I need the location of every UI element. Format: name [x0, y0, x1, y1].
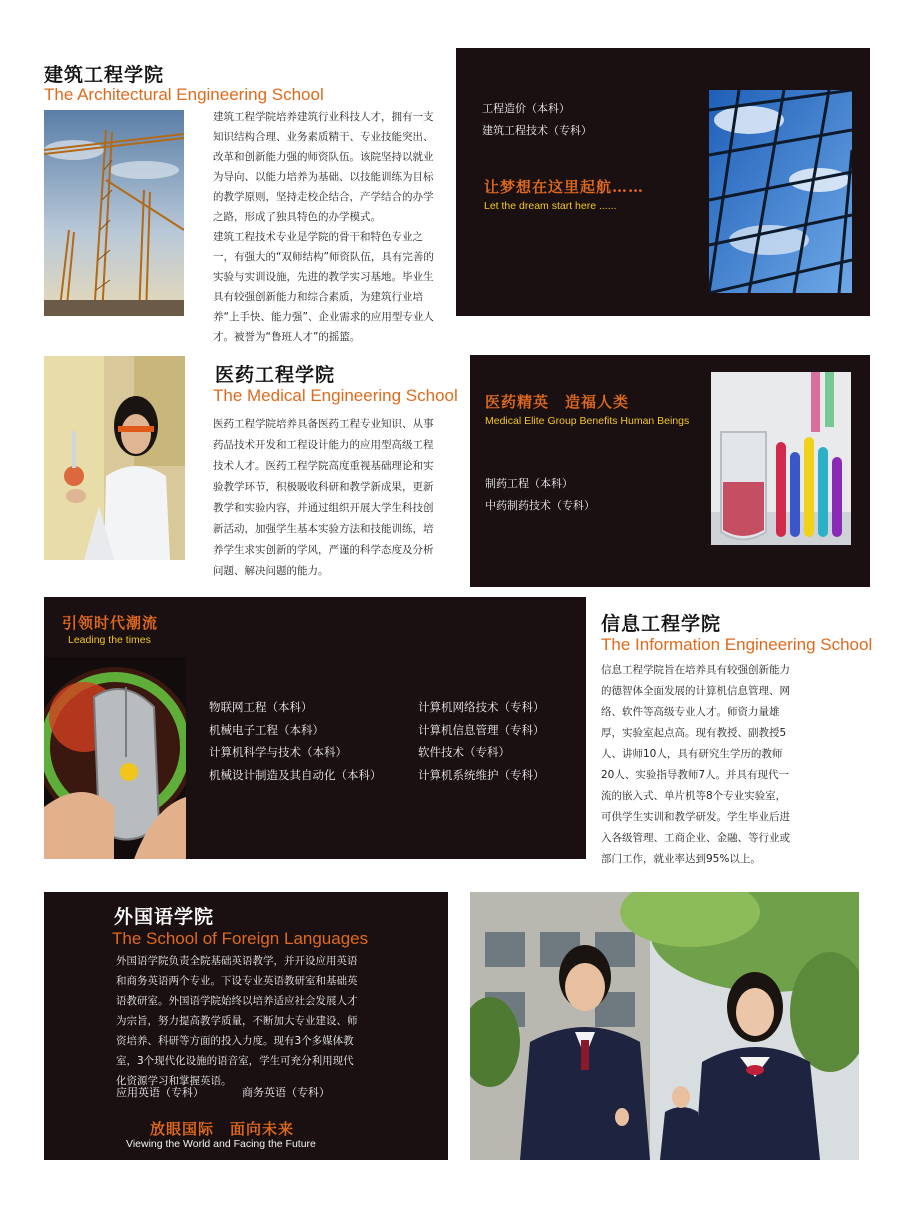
information-slogan-en: Leading the times — [68, 634, 151, 646]
information-slogan-zh: 引领时代潮流 — [62, 614, 159, 632]
foreign-slogan-zh: 放眼国际 面向未来 — [150, 1120, 295, 1138]
major-item: 软件技术（专科） — [418, 745, 510, 759]
medical-majors — [485, 473, 595, 517]
architecture-panel — [456, 48, 870, 316]
major-item: 机械电子工程（本科） — [209, 722, 324, 737]
foreign-slogan-en: Viewing the World and Facing the Future — [126, 1138, 316, 1150]
architecture-description — [213, 107, 438, 347]
medical-slogan-en: Medical Elite Group Benefits Human Beings — [485, 415, 690, 427]
test-tubes-photo — [711, 372, 851, 545]
major-item: 物联网工程（本科） — [209, 700, 313, 714]
major-item: 商务英语（专科） — [242, 1086, 330, 1099]
medical-slogan-zh: 医药精英 造福人类 — [485, 393, 630, 411]
information-majors-right — [418, 696, 545, 786]
foreign-title-en: The School of Foreign Languages — [112, 929, 369, 948]
architecture-title-zh: 建筑工程学院 — [44, 64, 165, 86]
medical-description: 医药工程学院培养具备医药工程专业知识、从事药品技术开发和工程设计能力的应用型高级工程技术人才。医药工程学院高度重视基础理论和实验教学环节，积极吸收科研和教学新成果，更新教学和实验内容，并通过组织开展大学生科技创新活动，加强学生基本实验方法和技能训练，培养学生求实创新的学风，严谨的科学态度及分析问题、解决问题的能力。 — [213, 418, 434, 577]
lab-scientist-photo — [44, 356, 185, 560]
architecture-paragraph-1: 建筑工程学院培养建筑行业科技人才，拥有一支知识结构合理、业务素质精干、专业技能突出、改革和创新能力强的师资队伍。该院坚持以就业为导向、以能力培养为基础、以技能训练为目标的教学原则，坚持走校企结合，产学结合的办学之路，形成了独具特色的办学模式。 — [213, 111, 434, 223]
foreign-title-zh: 外国语学院 — [114, 906, 215, 928]
foreign-description: 外国语学院负责全院基础英语教学，并开设应用英语和商务英语两个专业。下设专业英语教研室和基础英语教研室。外国语学院始终以培养适应社会发展人才为宗旨，努力提高教学质量，不断加大专业建设、师资培养、科研等方面的投入力度。现有3个多媒体教室，3个现代化设施的语音室，学生可充分利用现代化资源学习和掌握英语。 — [116, 955, 358, 1087]
architecture-title-en: The Architectural Engineering School — [44, 85, 324, 104]
major-item: 计算机网络技术（专科） — [418, 700, 545, 714]
major-item: 计算机信息管理（专科） — [418, 722, 545, 737]
medical-panel — [470, 355, 870, 587]
information-title-zh: 信息工程学院 — [601, 613, 722, 635]
information-majors-left — [209, 696, 382, 786]
construction-cranes-photo — [44, 110, 184, 316]
information-title-en: The Information Engineering School — [601, 635, 873, 654]
computer-mouse-photo — [44, 657, 186, 859]
architecture-majors — [482, 98, 592, 142]
information-description: 信息工程学院旨在培养具有较强创新能力的德智体全面发展的计算机信息管理、网络、软件等高级专业人才。师资力量雄厚，实验室起点高。现有教授、副教授5人、讲师10人，具有研究生学历的教师20人、实验指导教师7人。并具有现代一流的嵌入式、单片机等8个专业实验室，可供学生实训和教学研发。学生毕业后进入各级管理、工商企业、金融、等行业或部门工作，就业率达到95%以上。 — [601, 664, 790, 865]
foreign-panel — [44, 892, 448, 1160]
major-item: 计算机科学与技术（本科） — [209, 745, 347, 759]
major-item: 建筑工程技术（专科） — [482, 124, 592, 137]
architecture-slogan-zh: 让梦想在这里起航…… — [484, 178, 645, 196]
architecture-slogan-en: Let the dream start here ...... — [484, 200, 617, 212]
major-item: 中药制药技术（专科） — [485, 499, 595, 512]
information-panel — [44, 597, 586, 859]
medical-title-zh: 医药工程学院 — [215, 364, 336, 386]
medical-title-en: The Medical Engineering School — [213, 386, 458, 405]
architecture-paragraph-2: 建筑工程技术专业是学院的骨干和特色专业之一，有强大的“双师结构”师资队伍，具有完善的实验与实训设施，先进的教学实习基地。毕业生具有较强创新能力和综合素质，为建筑行业培养“上手快、能力强”、企业需求的应用型专业人才。被誉为“鲁班人才”的摇篮。 — [213, 231, 434, 343]
major-item: 工程造价（本科） — [482, 102, 570, 115]
major-item: 制药工程（本科） — [485, 477, 573, 490]
major-item: 机械设计制造及其自动化（本科） — [209, 767, 382, 782]
glass-building-photo — [709, 90, 852, 293]
major-item: 计算机系统维护（专科） — [418, 767, 545, 782]
students-campus-photo — [470, 892, 859, 1160]
major-item: 应用英语（专科） — [116, 1086, 204, 1099]
